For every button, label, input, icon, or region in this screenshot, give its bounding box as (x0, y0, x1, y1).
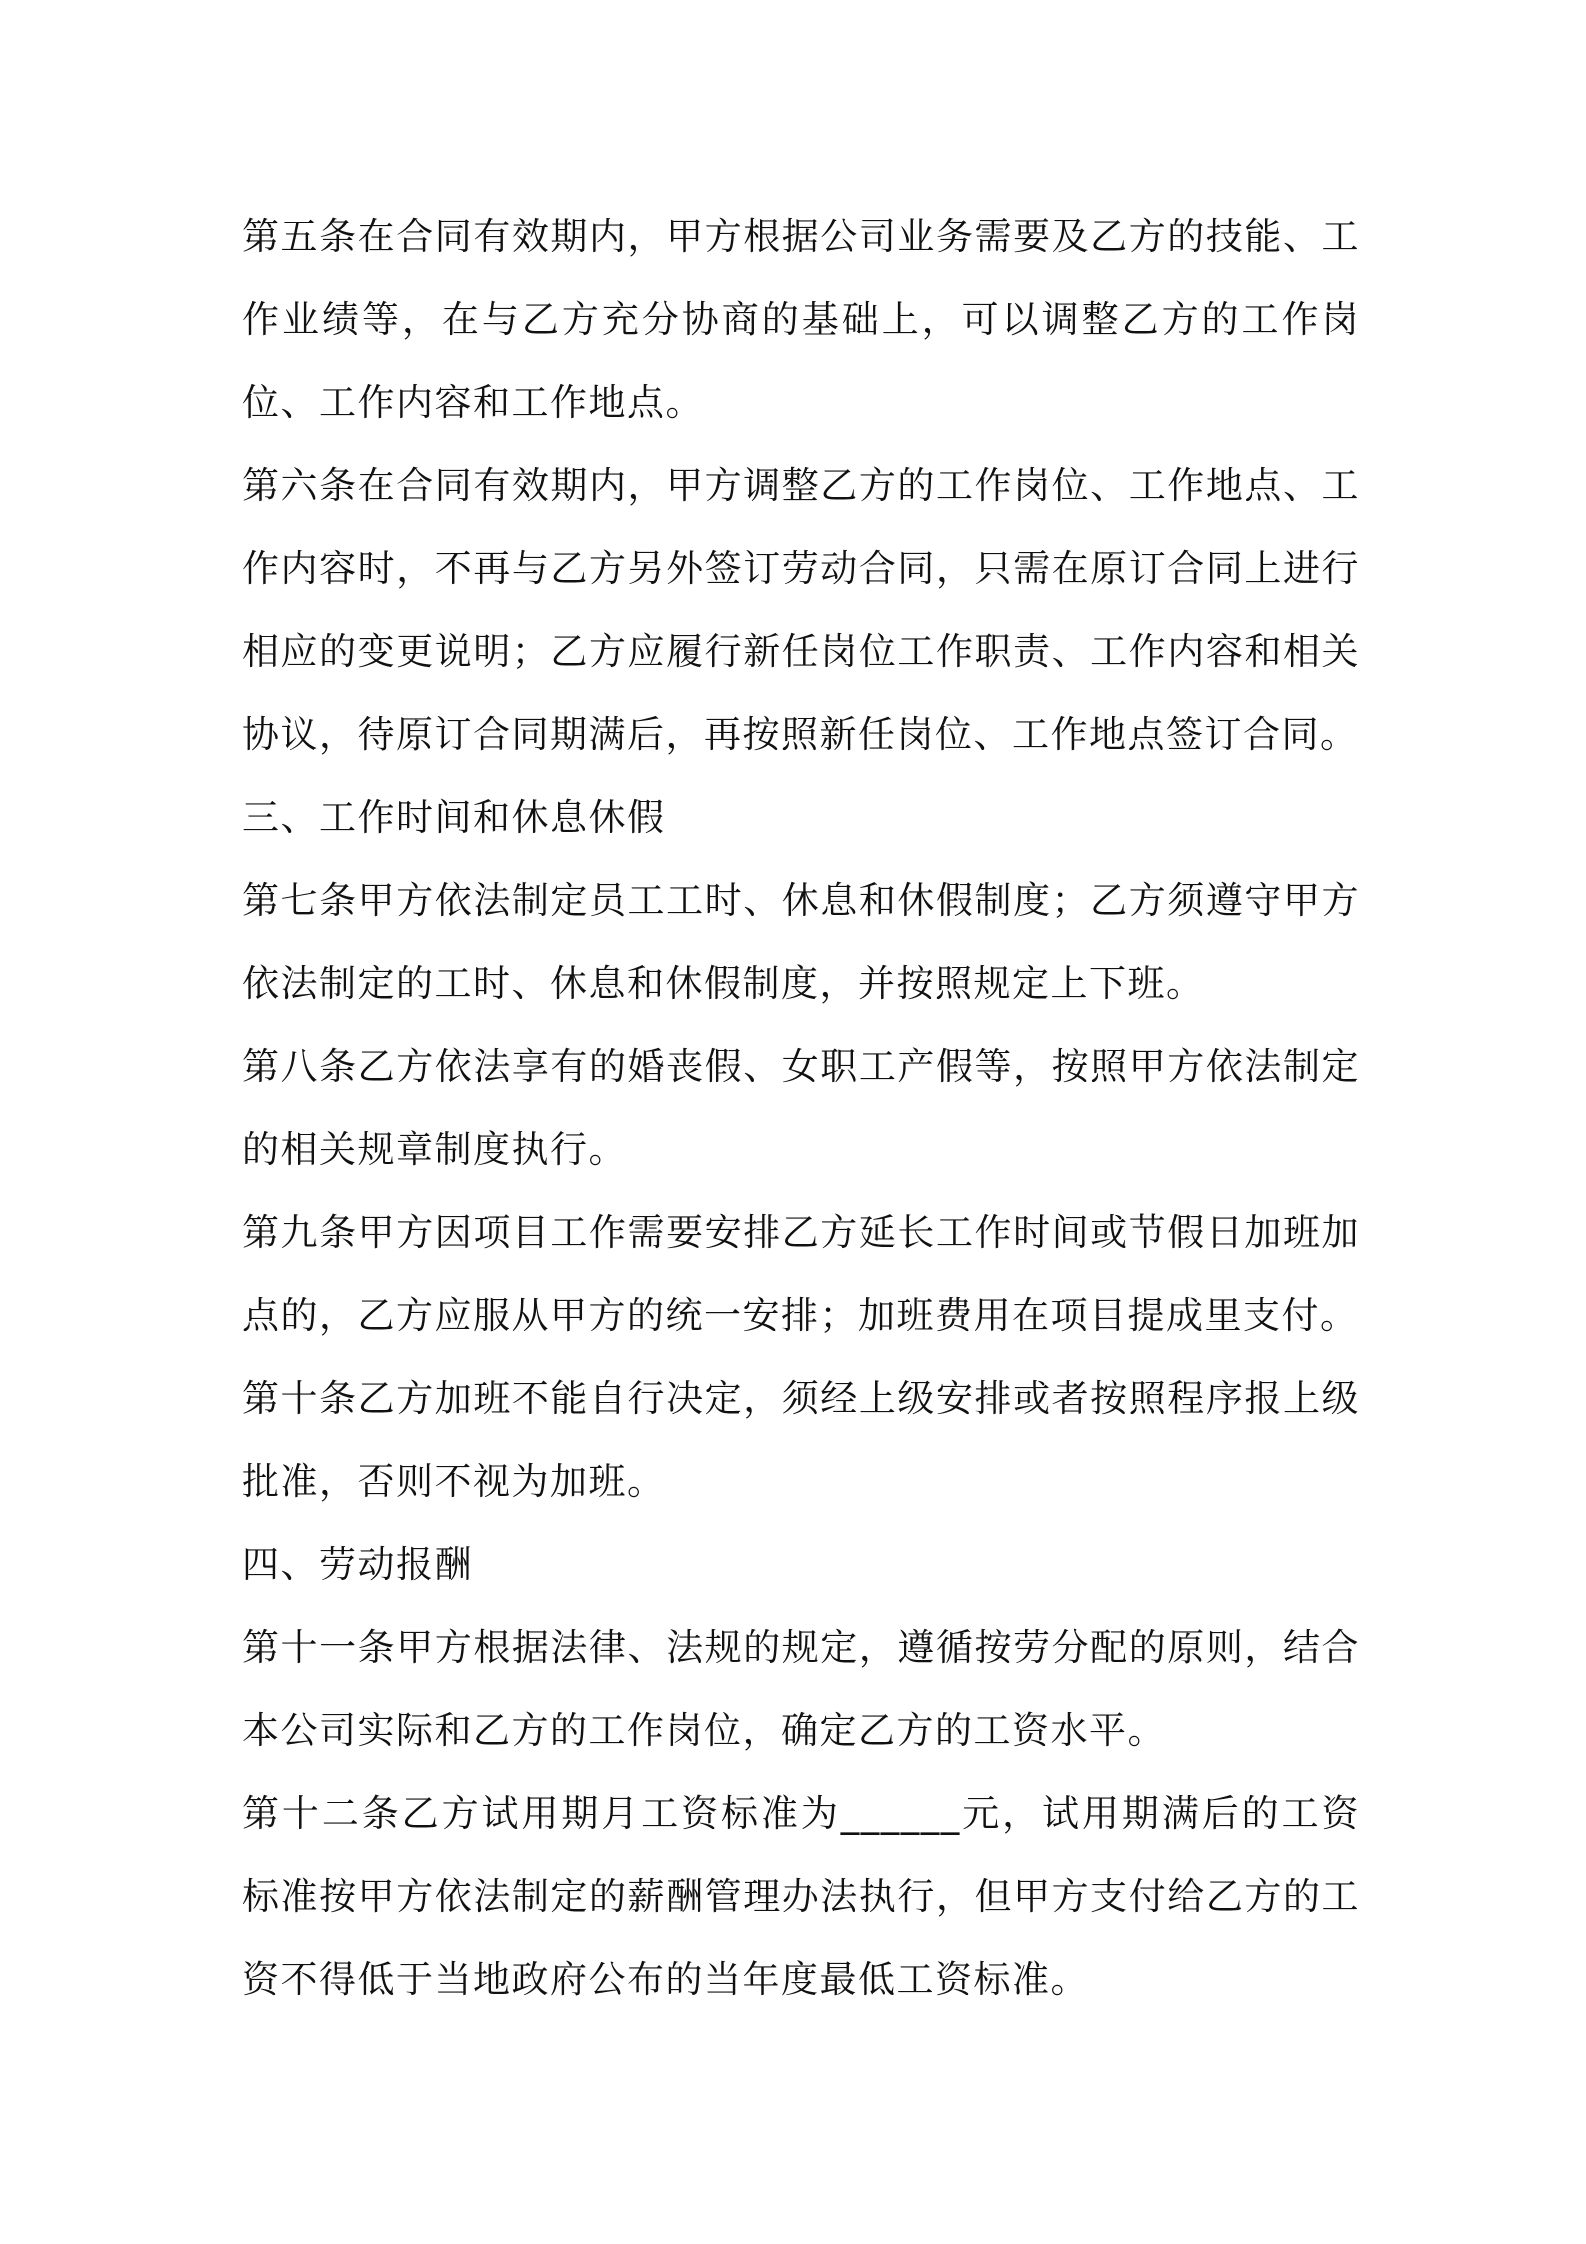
clause-6: 第六条在合同有效期内，甲方调整乙方的工作岗位、工作地点、工作内容时，不再与乙方另外签订劳动合同，只需在原订合同上进行相应的变更说明；乙方应履行新任岗位工作职责、工作内容和相关协议，待原订合同期满后，再按照新任岗位、工作地点签订合同。 (242, 464, 1360, 756)
clause-5: 第五条在合同有效期内，甲方根据公司业务需要及乙方的技能、工作业绩等，在与乙方充分协商的基础上，可以调整乙方的工作岗位、工作内容和工作地点。 (242, 215, 1360, 424)
clause-9: 第九条甲方因项目工作需要安排乙方延长工作时间或节假日加班加点的，乙方应服从甲方的统一安排；加班费用在项目提成里支付。 (242, 1211, 1360, 1337)
document-body (242, 195, 1360, 2021)
clause-7: 第七条甲方依法制定员工工时、休息和休假制度；乙方须遵守甲方依法制定的工时、休息和休假制度，并按照规定上下班。 (242, 879, 1360, 1005)
clause-8: 第八条乙方依法享有的婚丧假、女职工产假等，按照甲方依法制定的相关规章制度执行。 (242, 1045, 1360, 1171)
clause-12: 第十二条乙方试用期月工资标准为______元，试用期满后的工资标准按甲方依法制定的薪酬管理办法执行，但甲方支付给乙方的工资不得低于当地政府公布的当年度最低工资标准。 (242, 1792, 1360, 2001)
section-heading-work-hours: 三、工作时间和休息休假 (242, 796, 666, 839)
section-heading-remuneration: 四、劳动报酬 (242, 1543, 473, 1586)
clause-11: 第十一条甲方根据法律、法规的规定，遵循按劳分配的原则，结合本公司实际和乙方的工作岗位，确定乙方的工资水平。 (242, 1626, 1360, 1752)
clause-10: 第十条乙方加班不能自行决定，须经上级安排或者按照程序报上级批准，否则不视为加班。 (242, 1377, 1360, 1503)
